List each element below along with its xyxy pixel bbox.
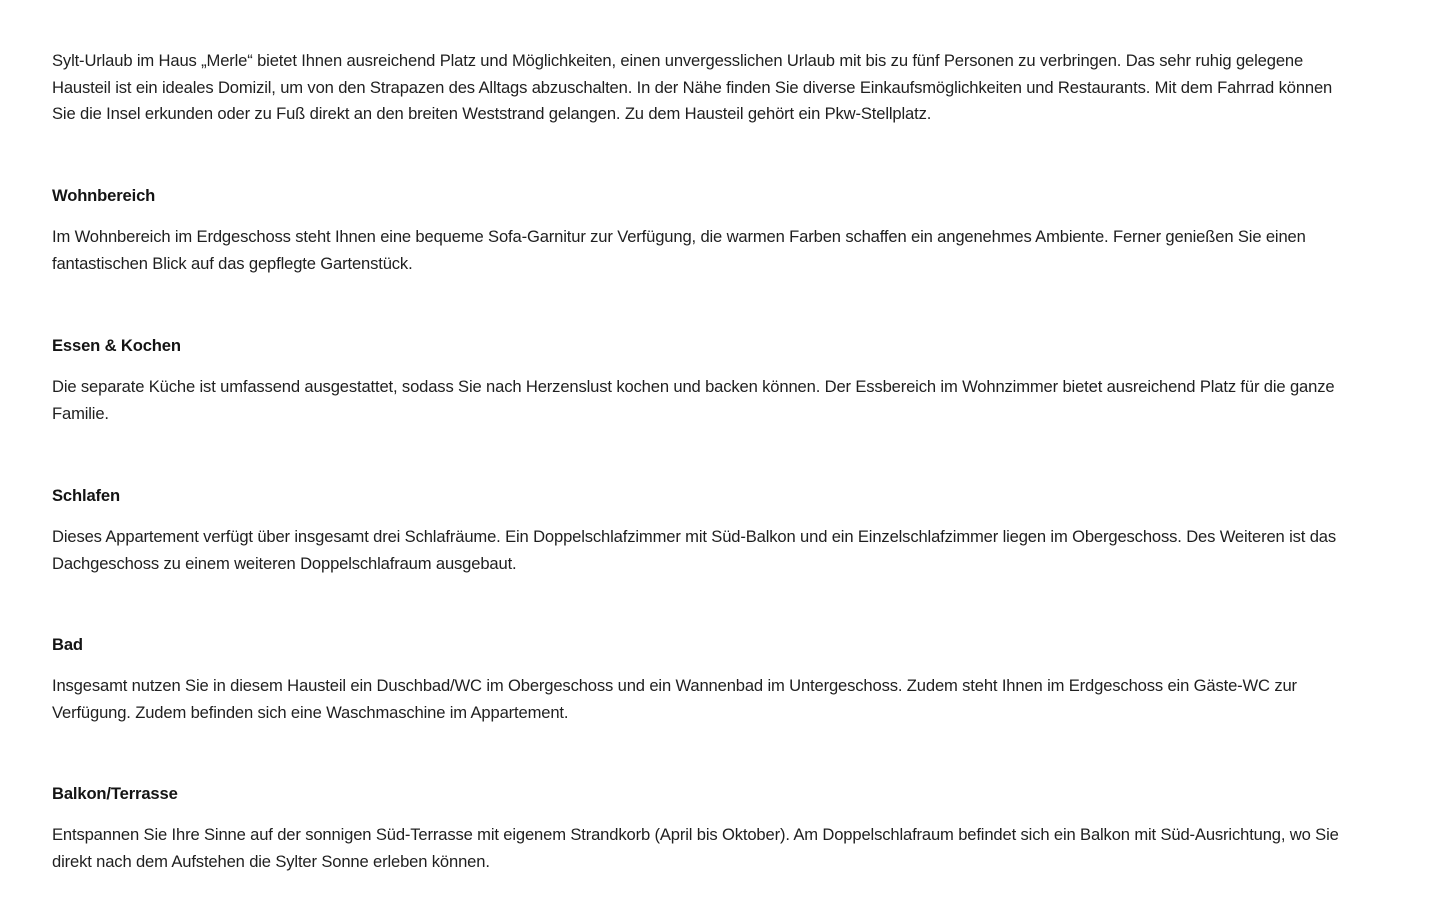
intro-paragraph: Sylt-Urlaub im Haus „Merle“ bietet Ihnen ausreichend Platz und Möglichkeiten, einen unvergesslichen Urlaub mit bis zu fünf Personen zu verbringen. Das sehr ruhig gelegene Hausteil ist ein ideales Domizil, um von den Strapazen des Alltags abzuschalten. In der Nähe finden Sie diverse Einkaufsmöglichkeiten und Restaurants. Mit dem Fahrrad können Sie die Insel erkunden oder zu Fuß direkt an den breiten Weststrand gelangen. Zu dem Hausteil gehört ein Pkw-Stellplatz. — [52, 51, 1333, 123]
section-balkon-terrasse — [52, 781, 1357, 875]
section-schlafen — [52, 483, 1357, 577]
section-text: Insgesamt nutzen Sie in diesem Hausteil ein Duschbad/WC im Obergeschoss und ein Wannenbad im Untergeschoss. Zudem steht Ihnen im Erdgeschoss ein Gäste-WC zur Verfügung. Zudem befinden sich eine Waschmaschine im Appartement. — [52, 676, 1297, 722]
section-heading: Wohnbereich — [52, 186, 156, 205]
section-heading: Bad — [52, 635, 83, 654]
section-text: Im Wohnbereich im Erdgeschoss steht Ihnen eine bequeme Sofa-Garnitur zur Verfügung, die warmen Farben schaffen ein angenehmes Ambiente. Ferner genießen Sie einen fantastischen Blick auf das gepflegte Gartenstück. — [52, 227, 1306, 273]
section-text: Entspannen Sie Ihre Sinne auf der sonnigen Süd-Terrasse mit eigenem Strandkorb (April bis Oktober). Am Doppelschlafraum befindet sich ein Balkon mit Süd-Ausrichtung, wo Sie direkt nach dem Aufstehen die Sylter Sonne erleben können. — [52, 825, 1339, 871]
section-heading: Balkon/Terrasse — [52, 784, 178, 803]
section-text: Dieses Appartement verfügt über insgesamt drei Schlafräume. Ein Doppelschlafzimmer mit Süd-Balkon und ein Einzelschlafzimmer liegen im Obergeschoss. Des Weiteren ist das Dachgeschoss zu einem weiteren Doppelschlafraum ausgebaut. — [52, 527, 1336, 573]
section-heading: Schlafen — [52, 486, 120, 505]
section-heading: Essen & Kochen — [52, 336, 181, 355]
section-essen-kochen — [52, 333, 1357, 427]
section-wohnbereich — [52, 183, 1357, 277]
section-bad — [52, 632, 1357, 726]
section-text: Die separate Küche ist umfassend ausgestattet, sodass Sie nach Herzenslust kochen und backen können. Der Essbereich im Wohnzimmer bietet ausreichend Platz für die ganze Familie. — [52, 377, 1335, 423]
